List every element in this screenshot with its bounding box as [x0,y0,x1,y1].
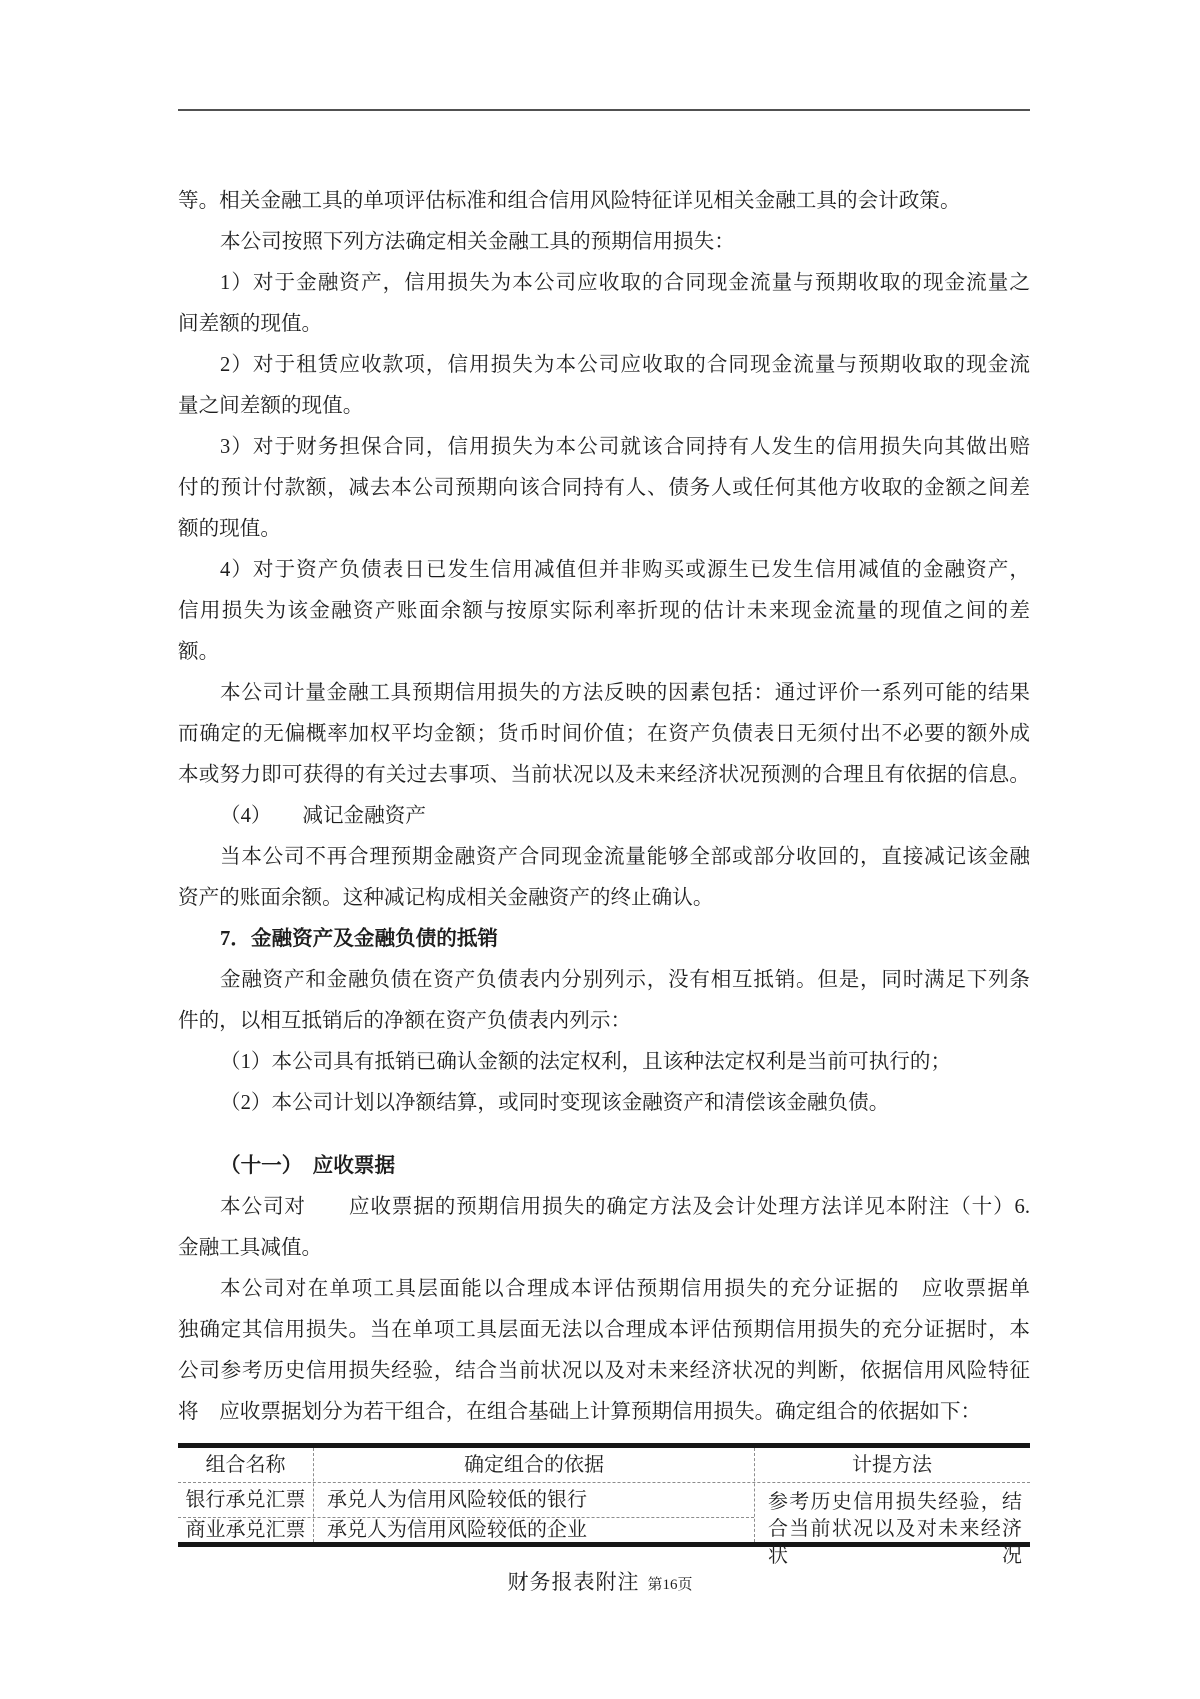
body-line: 公司参考历史信用损失经验，结合当前状况以及对未来经济状况的判断，依据信用风险特征 [178,1360,1030,1382]
table-header-method: 计提方法 [852,1454,932,1476]
table-cell-commercial-basis: 承兑人为信用风险较低的企业 [327,1519,587,1541]
portfolio-table [178,1443,1030,1567]
body-text [178,181,1030,1433]
body-line: 2）对于租赁应收款项，信用损失为本公司应收取的合同现金流量与预期收取的现金流 [220,354,1030,376]
body-line: （2）本公司计划以净额结算，或同时变现该金融资产和清偿该金融负债。 [220,1092,890,1114]
body-line: 本公司按照下列方法确定相关金融工具的预期信用损失： [220,231,735,253]
body-line: （4） 减记金融资产 [220,805,426,827]
body-line: （1）本公司具有抵销已确认金额的法定权利，且该种法定权利是当前可执行的； [220,1051,952,1073]
body-line: 额。 [178,641,220,663]
body-line: 量之间差额的现值。 [178,395,364,417]
body-line: 金融资产和金融负债在资产负债表内分别列示，没有相互抵销。但是，同时满足下列条 [220,969,1030,991]
body-line: 本公司计量金融工具预期信用损失的方法反映的因素包括：通过评价一系列可能的结果 [220,682,1030,704]
body-line: 资产的账面余额。这种减记构成相关金融资产的终止确认。 [178,887,714,909]
body-line: 3）对于财务担保合同，信用损失为本公司就该合同持有人发生的信用损失向其做出赔 [220,436,1030,458]
body-line: 本或努力即可获得的有关过去事项、当前状况以及未来经济状况预测的合理且有依据的信息。 [178,764,1030,786]
footer-title: 财务报表附注 [507,1570,640,1594]
body-line: 间差额的现值。 [178,313,323,335]
body-line: （十一） 应收票据 [220,1155,396,1177]
table-cell-bank-acceptance: 银行承兑汇票 [185,1489,306,1511]
body-line: 1）对于金融资产，信用损失为本公司应收取的合同现金流量与预期收取的现金流量之 [220,272,1030,294]
body-line: 信用损失为该金融资产账面余额与按原实际利率折现的估计未来现金流量的现值之间的差 [178,600,1030,622]
page-header-rule [178,109,1030,111]
body-line: 4）对于资产负债表日已发生信用减值但并非购买或源生已发生信用减值的金融资产， [220,559,1030,581]
footer-page-number: 第16页 [647,1577,693,1593]
body-line: 7．金融资产及金融负债的抵销 [220,928,499,950]
body-line: 金融工具减值。 [178,1237,323,1259]
body-line: 本公司对 应收票据的预期信用损失的确定方法及会计处理方法详见本附注（十）6. [220,1196,1030,1218]
table-cell-method-merged: 参考历史信用损失经验，结合当前状况以及对未来经济状况 [768,1491,1022,1567]
table-header-portfolio-name: 组合名称 [205,1454,286,1476]
body-line: 额的现值。 [178,518,281,540]
body-line: 件的，以相互抵销后的净额在资产负债表内列示： [178,1010,632,1032]
body-line: 本公司对在单项工具层面能以合理成本评估预期信用损失的充分证据的 应收票据单 [220,1278,1030,1300]
body-line: 独确定其信用损失。当在单项工具层面无法以合理成本评估预期信用损失的充分证据时，本 [178,1319,1030,1341]
body-line: 当本公司不再合理预期金融资产合同现金流量能够全部或部分收回的，直接减记该金融 [220,846,1030,868]
table-header-basis: 确定组合的依据 [464,1454,604,1476]
body-line: 将 应收票据划分为若干组合，在组合基础上计算预期信用损失。确定组合的依据如下： [178,1401,982,1423]
body-line: 而确定的无偏概率加权平均金额；货币时间价值；在资产负债表日无须付出不必要的额外成 [178,723,1030,745]
body-line: 付的预计付款额，减去本公司预期向该合同持有人、债务人或任何其他方收取的金额之间差 [178,477,1030,499]
page-footer [0,1566,1200,1601]
table-cell-bank-basis: 承兑人为信用风险较低的银行 [327,1489,587,1511]
table-cell-commercial-acceptance: 商业承兑汇票 [185,1519,306,1541]
body-line: 等。相关金融工具的单项评估标准和组合信用风险特征详见相关金融工具的会计政策。 [178,190,961,212]
